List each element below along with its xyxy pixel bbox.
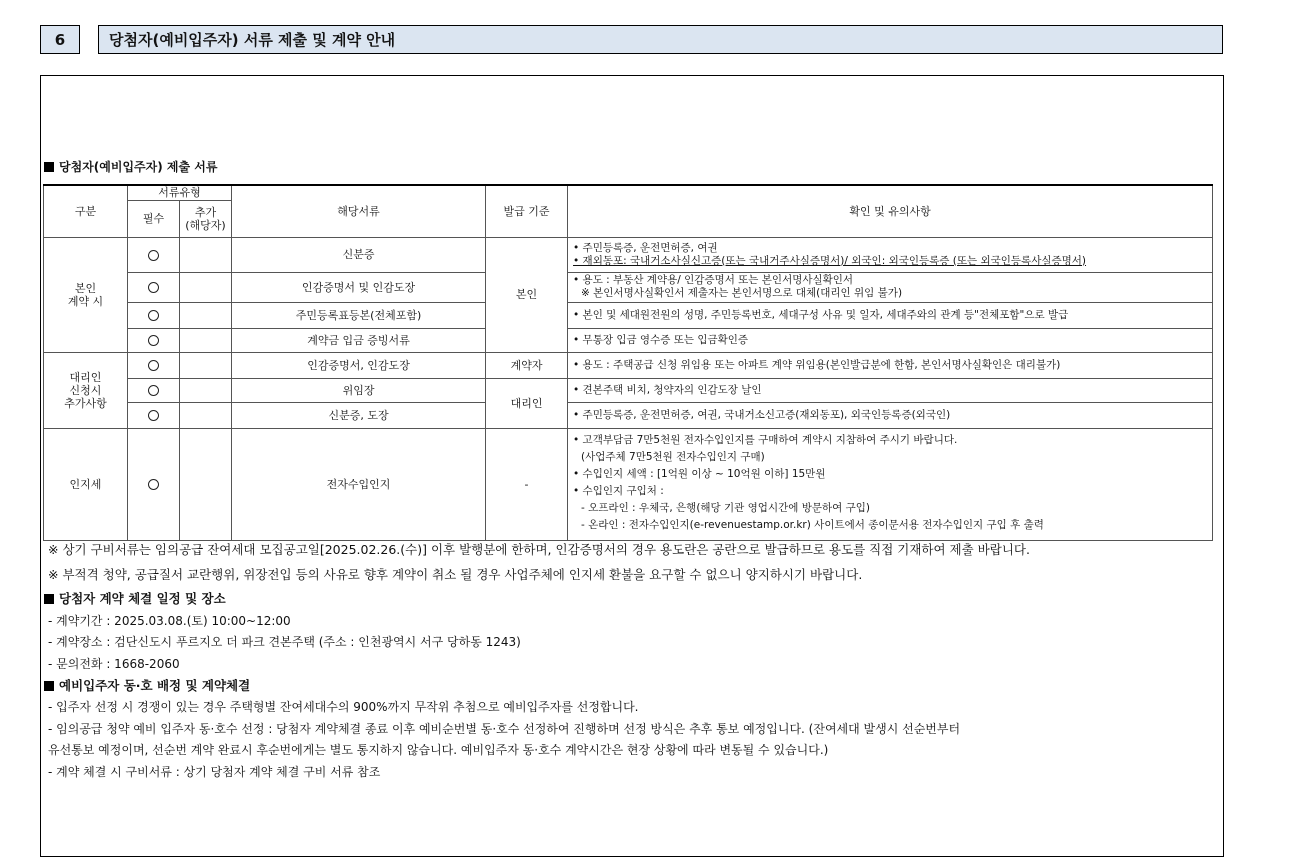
header-doc-type: 서류유형 — [128, 185, 232, 200]
note: • 주민등록증, 운전면허증, 여권 • 재외동포: 국내거소사실신고증(또는 국내거주사실증명서)/ 외국인: 외국인등록증 (또는 외국인등록사실증명서) — [568, 237, 1213, 272]
group-proxy: 대리인 신청시 추가사항 — [44, 352, 128, 428]
required-mark — [128, 402, 180, 428]
notice-line: ※ 부적격 청약, 공급질서 교란행위, 위장전입 등의 사유로 향후 계약이 취소 될 경우 사업주체에 인지세 환불을 요구할 수 없으니 양지하시기 바랍니다. — [48, 567, 863, 582]
bullet-square-icon — [44, 162, 54, 172]
issuer: 대리인 — [486, 378, 568, 428]
table-row — [44, 402, 1213, 428]
required-mark — [128, 272, 180, 302]
table-row — [44, 352, 1213, 378]
document-name: 주민등록표등본(전체포함) — [232, 302, 486, 328]
required-mark — [128, 428, 180, 540]
note: • 견본주택 비치, 청약자의 인감도장 날인 — [568, 378, 1213, 402]
note: • 주민등록증, 운전면허증, 여권, 국내거소신고증(재외동포), 외국인등록증(외국인) — [568, 402, 1213, 428]
header-document: 해당서류 — [232, 185, 486, 237]
schedule-period: - 계약기간 : 2025.03.08.(토) 10:00~12:00 — [48, 614, 291, 628]
header-required: 필수 — [128, 200, 180, 237]
reserve-line: - 계약 체결 시 구비서류 : 상기 당첨자 계약 체결 구비 서류 참조 — [48, 765, 381, 779]
note: • 용도 : 부동산 계약용/ 인감증명서 또는 본인서명사실확인서 ※ 본인서명사실확인서 제출자는 본인서명으로 대체(대리인 위임 불가) — [568, 272, 1213, 302]
issuer: 계약자 — [486, 352, 568, 378]
document-name: 신분증, 도장 — [232, 402, 486, 428]
bullet-square-icon — [44, 594, 54, 604]
required-mark — [128, 352, 180, 378]
note: • 본인 및 세대원전원의 성명, 주민등록번호, 세대구성 사유 및 일자, 세대주와의 관계 등"전체포함"으로 발급 — [568, 302, 1213, 328]
section-number: 6 — [40, 25, 80, 54]
required-mark — [128, 237, 180, 272]
header-additional: 추가 (해당자) — [180, 200, 232, 237]
issuer: - — [486, 428, 568, 540]
issuer: 본인 — [486, 237, 568, 352]
note: • 고객부담금 7만5천원 전자수입인지를 구매하여 계약시 지참하여 주시기 바랍니다. (사업주체 7만5천원 전자수입인지 구매) • 수입인지 세액 : [1억원 이상 ~ 10억원 이하] 15만원 • 수입인지 구입처 : - 오프라인 : 우체국, 은행(해당 기관 영업시간에 방문하여 구입) - 온라인 : 전자수입인지(e-revenuestamp.or.kr) 사이트에서 종이문서용 전자수입인지 구입 후 출력 — [568, 428, 1213, 540]
required-mark — [128, 378, 180, 402]
header-issuer: 발급 기준 — [486, 185, 568, 237]
schedule-heading: 당첨자 계약 체결 일정 및 장소 — [44, 589, 226, 607]
document-name: 전자수입인지 — [232, 428, 486, 540]
note: • 용도 : 주택공급 신청 위임용 또는 아파트 계약 위임용(본인발급분에 한함, 본인서명사실확인은 대리불가) — [568, 352, 1213, 378]
notice-line: ※ 상기 구비서류는 임의공급 잔여세대 모집공고일[2025.02.26.(수)] 이후 발행분에 한하며, 인감증명서의 경우 용도란은 공란으로 발급하므로 용도를 직접 기재하여 제출 바랍니다. — [48, 542, 1030, 557]
bullet-square-icon — [44, 681, 54, 691]
table-row — [44, 237, 1213, 272]
schedule-phone: - 문의전화 : 1668-2060 — [48, 657, 180, 671]
required-mark — [128, 328, 180, 352]
header-notes: 확인 및 유의사항 — [568, 185, 1213, 237]
reserve-line: - 임의공급 청약 예비 입주자 동·호수 선정 : 당첨자 계약체결 종료 이후 예비순번별 동·호수 선정하여 진행하며 선정 방식은 추후 통보 예정입니다. (잔여세대 발생시 선순번부터 — [48, 722, 961, 736]
header-category: 구분 — [44, 185, 128, 237]
table-row — [44, 378, 1213, 402]
group-self: 본인 계약 시 — [44, 237, 128, 352]
document-name: 위임장 — [232, 378, 486, 402]
reserve-heading: 예비입주자 동·호 배정 및 계약체결 — [44, 676, 250, 694]
document-name: 인감증명서 및 인감도장 — [232, 272, 486, 302]
required-mark — [128, 302, 180, 328]
table-row — [44, 302, 1213, 328]
section-title: 당첨자(예비입주자) 서류 제출 및 계약 안내 — [98, 25, 1223, 54]
reserve-line: 유선통보 예정이며, 선순번 계약 완료시 후순번에게는 별도 통지하지 않습니다. 예비입주자 동·호수 계약시간은 현장 상황에 따라 변동될 수 있습니다.) — [48, 743, 829, 757]
table-row — [44, 428, 1213, 540]
group-stamp: 인지세 — [44, 428, 128, 540]
document-name: 인감증명서, 인감도장 — [232, 352, 486, 378]
document-name: 계약금 입금 증빙서류 — [232, 328, 486, 352]
document-name: 신분증 — [232, 237, 486, 272]
note: • 무통장 입금 영수증 또는 입금확인증 — [568, 328, 1213, 352]
table-row — [44, 328, 1213, 352]
documents-table — [43, 184, 1213, 541]
reserve-line: - 입주자 선정 시 경쟁이 있는 경우 주택형별 잔여세대수의 900%까지 무작위 추첨으로 예비입주자를 선정합니다. — [48, 700, 639, 714]
table-row — [44, 272, 1213, 302]
schedule-place: - 계약장소 : 검단신도시 푸르지오 더 파크 견본주택 (주소 : 인천광역시 서구 당하동 1243) — [48, 635, 521, 649]
docs-heading: 당첨자(예비입주자) 제출 서류 — [44, 158, 217, 175]
